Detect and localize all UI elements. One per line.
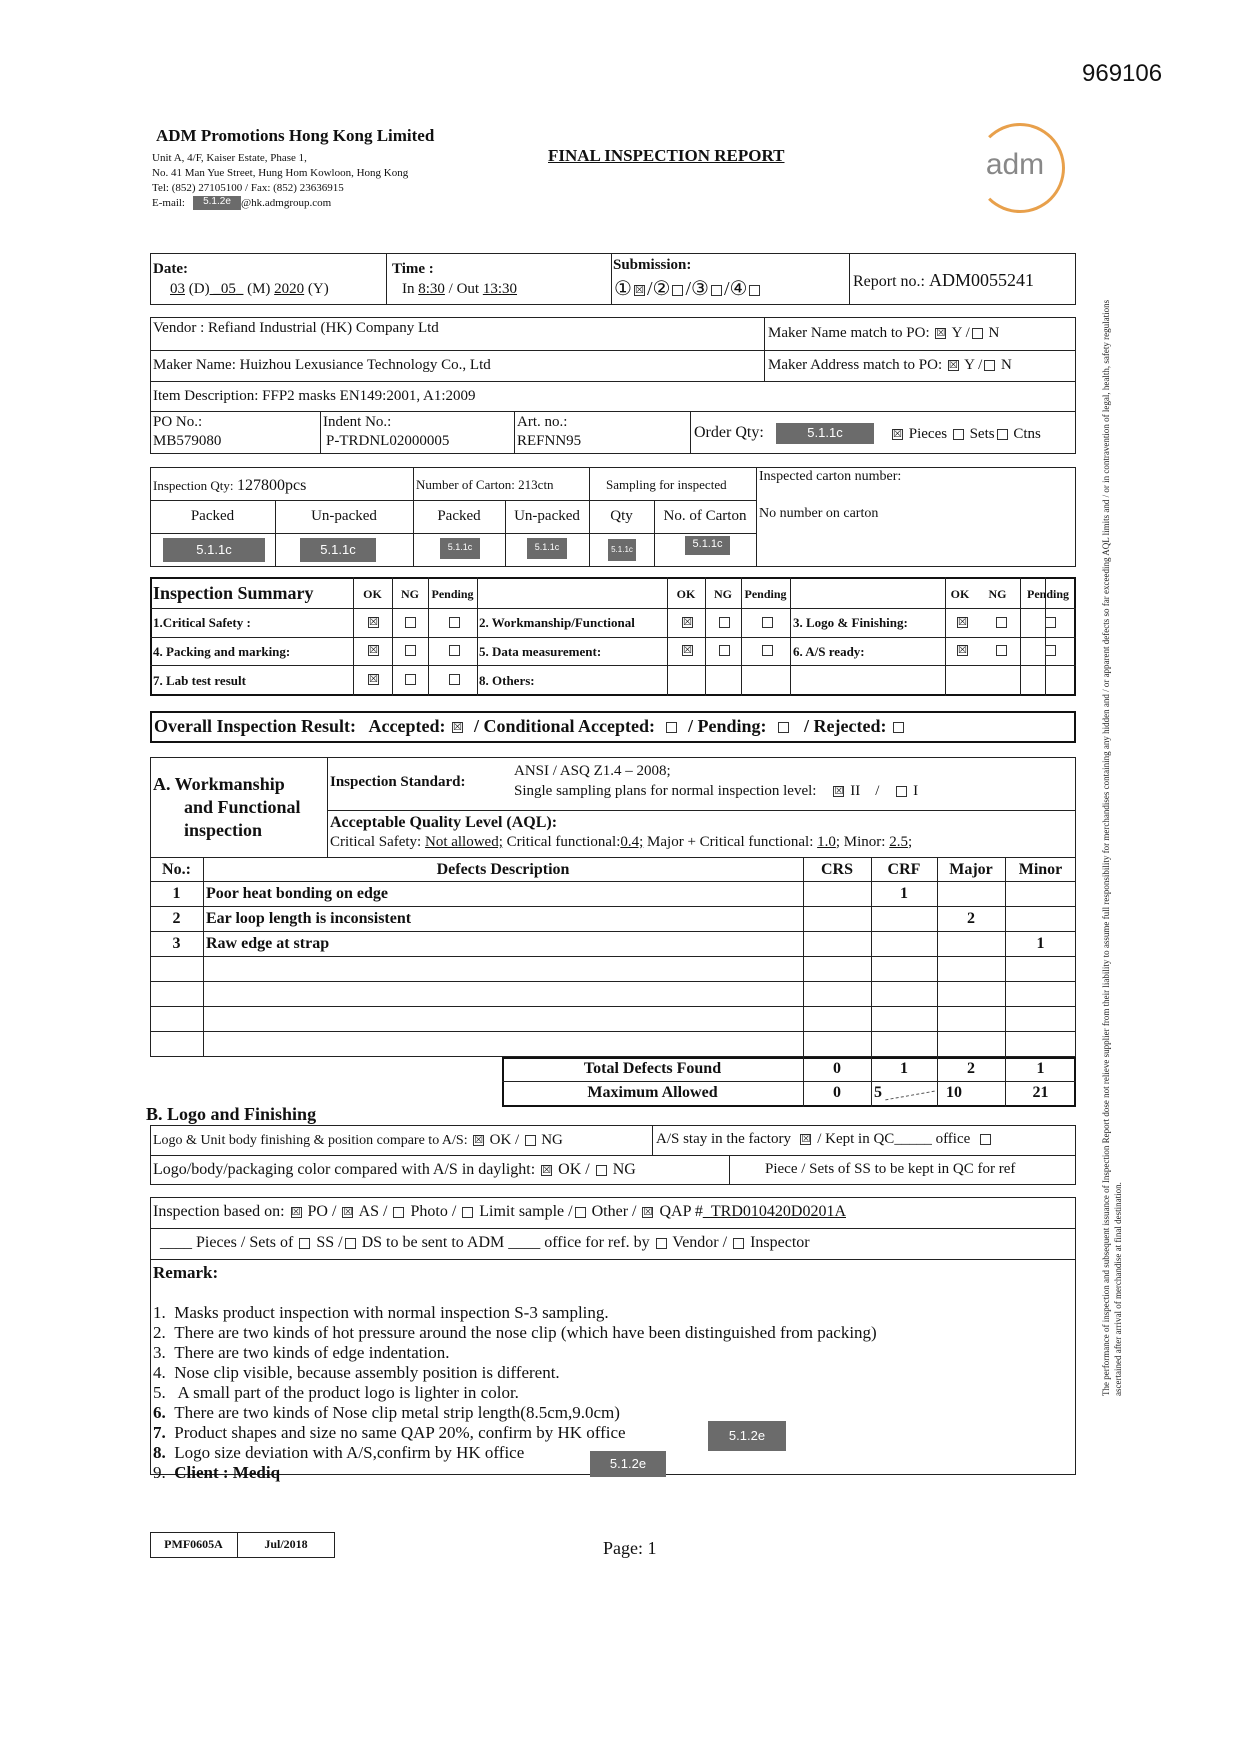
defect-row-3-minor: 1 (1036, 935, 1045, 952)
name-match-no-checkbox[interactable] (972, 328, 983, 339)
order-qty-units: ☒ Pieces Sets Ctns (893, 426, 1041, 442)
basis-other-checkbox[interactable] (575, 1207, 586, 1218)
max-allowed-label: Maximum Allowed (587, 1084, 718, 1101)
ds-checkbox[interactable] (345, 1238, 356, 1249)
defect-row-1-description: Poor heat bonding on edge (206, 885, 388, 902)
summary-item-critical-safety: 1.Critical Safety : (153, 615, 251, 630)
logo-ng-checkbox[interactable] (996, 617, 1007, 628)
company-address-1: Unit A, 4/F, Kaiser Estate, Phase 1, (152, 152, 307, 164)
defect-row-2-no: 2 (172, 910, 181, 927)
remark-item-3: 3. There are two kinds of edge indentation. (153, 1343, 450, 1362)
report-title: FINAL INSPECTION REPORT (548, 146, 785, 165)
max-crs: 0 (833, 1084, 841, 1101)
total-crf: 1 (900, 1060, 908, 1077)
total-minor: 1 (1036, 1060, 1045, 1077)
basis-qap-checkbox[interactable]: ☒ (643, 1206, 653, 1218)
summary-item-as-ready: 6. A/S ready: (793, 644, 865, 659)
art-number: REFNN95 (517, 433, 582, 449)
remark-8-redaction: 5.1.2e (590, 1451, 666, 1477)
accepted-checkbox[interactable]: ☒ (453, 722, 462, 734)
critical-safety-ng-checkbox[interactable] (405, 617, 416, 628)
document-number: 969106 (1082, 60, 1163, 87)
total-defects-label: Total Defects Found (583, 1060, 722, 1077)
rejected-checkbox[interactable] (893, 722, 904, 733)
carton-number-value: No number on carton (759, 506, 879, 521)
maker-name-match: Maker Name match to PO: ☒ Y / N (768, 325, 1000, 341)
defect-row-2-major: 2 (967, 910, 975, 927)
packing-ng-checkbox[interactable] (405, 645, 416, 656)
ctns-checkbox[interactable] (997, 429, 1008, 440)
summary-item-packing: 4. Packing and marking: (153, 644, 291, 659)
date-label: Date: (153, 261, 188, 277)
section-a-title-1: A. Workmanship (153, 774, 285, 794)
po-number: MB579080 (153, 433, 222, 449)
inspection-qty: Inspection Qty: 127800pcs (153, 477, 307, 494)
company-tel: Tel: (852) 27105100 / Fax: (852) 23636915 (152, 182, 344, 194)
lab-test-ok-checkbox[interactable]: ☒ (369, 674, 378, 685)
vendor-name: Vendor : Refiand Industrial (HK) Company Ltd (153, 320, 439, 336)
by-inspector-checkbox[interactable] (733, 1238, 744, 1249)
summary-title: Inspection Summary (153, 583, 314, 603)
remark-label: Remark: (153, 1263, 219, 1282)
time-value: In 8:30 / Out 13:30 (402, 281, 518, 297)
packing-pending-checkbox[interactable] (449, 645, 460, 656)
remark-item-7: 7. Product shapes and size no same QAP 20%, confirm by HK office (153, 1423, 626, 1442)
lab-test-pending-checkbox[interactable] (449, 674, 460, 685)
piece-sets-row: Piece / Sets of SS to be kept in QC for ref (765, 1161, 1016, 1177)
item-description: Item Description: FFP2 masks EN149:2001, A1:2009 (153, 388, 476, 404)
qty-redaction: 5.1.1c (608, 539, 636, 561)
inspection-standard-1: ANSI / ASQ Z1.4 – 2008; (514, 763, 671, 779)
pieces-checkbox[interactable]: ☒ (893, 429, 902, 441)
logo-compare-ok-checkbox[interactable]: ☒ (474, 1135, 484, 1147)
carton-redaction: 5.1.1c (685, 536, 730, 555)
liability-disclaimer: The performance of inspection and subsequent issuance of Inspection Report dose not relieve supplier from their liability to assume full responsibility for merchandises containing any hidden and / or apparent defects so far exceeding AQL limits and / or in contravention of legal, health, safety regulations ascertained after arrival of merchandise at final destination. (1101, 299, 1123, 1396)
company-address-2: No. 41 Man Yue Street, Hung Hom Kowloon, Hong Kong (152, 167, 409, 179)
inspection-basis-row: Inspection based on: ☒ PO / ☒ AS / Photo / Limit sample / Other / ☒ QAP #_TRD010420D0201A (153, 1203, 846, 1220)
basis-po-checkbox[interactable]: ☒ (291, 1206, 301, 1218)
submission-2-checkbox[interactable] (672, 285, 683, 296)
defects-header-major: Major (949, 861, 993, 878)
packed-sample-redaction: 5.1.1c (440, 538, 480, 559)
report-number: Report no.: ADM0055241 (853, 270, 1035, 290)
remark-item-8: 8. Logo size deviation with A/S,confirm by HK office (153, 1443, 525, 1462)
defects-header-description: Defects Description (436, 861, 570, 878)
summary-col-pending-2: Pending (744, 587, 787, 601)
summary-item-data-measurement: 5. Data measurement: (479, 644, 602, 659)
summary-col-ng-2: NG (714, 587, 732, 601)
max-crf: 5 (874, 1084, 882, 1101)
inspection-standard-2: Single sampling plans for normal inspection level: ☒ II / I (514, 783, 919, 799)
summary-col-ok-3: OK (950, 587, 970, 601)
section-a-title-3: inspection (184, 820, 263, 840)
col-qty: Qty (610, 508, 633, 524)
defect-row-1-crf: 1 (900, 885, 908, 902)
defect-row-1-no: 1 (172, 885, 181, 902)
unpacked-sample-redaction: 5.1.1c (527, 538, 567, 559)
critical-safety-pending-checkbox[interactable] (449, 617, 460, 628)
submission-options: ① ☒ /② /③ /④ (614, 276, 762, 301)
logo-pending-checkbox[interactable] (1045, 617, 1056, 628)
adm-logo (975, 123, 1065, 213)
total-crs: 0 (833, 1060, 841, 1077)
summary-col-ng-3: NG (988, 587, 1007, 601)
logo-ok-checkbox[interactable]: ☒ (958, 617, 967, 628)
data-measurement-ok-checkbox[interactable]: ☒ (683, 645, 692, 656)
col-packed-sample: Packed (437, 508, 481, 524)
defects-header-crs: CRS (820, 861, 853, 878)
basis-as-checkbox[interactable]: ☒ (343, 1206, 353, 1218)
aql-values: Critical Safety: Not allowed; Critical functional:0.4; Major + Critical functional: 1.0; Minor: 2.5; (330, 834, 913, 850)
section-b-title: B. Logo and Finishing (146, 1104, 317, 1124)
order-qty-label: Order Qty: (694, 424, 764, 441)
remark-item-4: 4. Nose clip visible, because assembly position is different. (153, 1363, 560, 1382)
kept-qc-checkbox[interactable] (980, 1134, 991, 1145)
maker-name: Maker Name: Huizhou Lexusiance Technology Co., Ltd (153, 357, 491, 373)
color-compare-row: Logo/body/packaging color compared with A/S in daylight: ☒ OK / NG (153, 1161, 636, 1178)
conditional-checkbox[interactable] (666, 722, 677, 733)
col-packed: Packed (190, 508, 235, 524)
form-date: Jul/2018 (264, 1537, 308, 1551)
name-match-yes-checkbox[interactable]: ☒ (936, 328, 946, 340)
carton-count: Number of Carton: 213ctn (416, 477, 554, 492)
sets-checkbox[interactable] (953, 429, 964, 440)
defects-header-minor: Minor (1018, 861, 1063, 878)
summary-item-others: 8. Others: (479, 673, 535, 688)
workmanship-ok-checkbox[interactable]: ☒ (683, 617, 692, 628)
company-name: ADM Promotions Hong Kong Limited (156, 126, 435, 145)
summary-col-pending-1: Pending (431, 587, 474, 601)
summary-col-ok-2: OK (676, 587, 696, 601)
by-vendor-checkbox[interactable] (656, 1238, 667, 1249)
section-a-title-2: and Functional (184, 797, 301, 817)
summary-item-lab-test: 7. Lab test result (153, 673, 246, 688)
indent-number: P-TRDNL02000005 (326, 433, 450, 449)
remark-7-redaction: 5.1.2e (708, 1421, 786, 1451)
col-no-of-carton: No. of Carton (663, 508, 747, 524)
level-ii-checkbox[interactable]: ☒ (834, 786, 844, 798)
unpacked-redaction: 5.1.1c (300, 538, 376, 562)
col-unpacked: Un-packed (311, 508, 377, 524)
pending-checkbox[interactable] (778, 722, 789, 733)
workmanship-ng-checkbox[interactable] (719, 617, 730, 628)
basis-photo-checkbox[interactable] (393, 1207, 404, 1218)
defect-row-3-no: 3 (172, 935, 181, 952)
as-ready-ok-checkbox[interactable]: ☒ (958, 645, 967, 656)
remark-item-2: 2. There are two kinds of hot pressure around the nose clip (which have been distinguished from packing) (153, 1323, 877, 1342)
po-label: PO No.: (153, 414, 203, 430)
inspection-standard-label: Inspection Standard: (330, 774, 466, 790)
color-compare-ok-checkbox[interactable]: ☒ (542, 1164, 552, 1176)
remark-item-6: 6. There are two kinds of Nose clip metal strip length(8.5cm,9.0cm) (153, 1403, 620, 1422)
lab-test-ng-checkbox[interactable] (405, 674, 416, 685)
col-unpacked-sample: Un-packed (514, 508, 580, 524)
max-minor: 21 (1032, 1084, 1049, 1101)
defects-header-no: No.: (162, 861, 191, 878)
critical-safety-ok-checkbox[interactable]: ☒ (369, 617, 378, 628)
overall-result: Overall Inspection Result: Accepted: ☒ / Conditional Accepted: / Pending: / Rejected: (154, 716, 906, 737)
defects-header-crf: CRF (887, 861, 921, 878)
as-ready-pending-checkbox[interactable] (1045, 645, 1056, 656)
total-major: 2 (967, 1060, 975, 1077)
summary-col-ok-1: OK (363, 587, 382, 601)
adm-logo-text: adm (985, 148, 1045, 181)
order-qty-redaction: 5.1.1c (776, 423, 874, 444)
date-value: 03 (D) _05_ (M) 2020 (Y) (170, 281, 329, 297)
carton-number-label: Inspected carton number: (759, 469, 902, 484)
defect-row-2-description: Ear loop length is inconsistent (206, 910, 412, 927)
summary-col-ng-1: NG (401, 587, 419, 601)
submission-3-checkbox[interactable] (711, 285, 722, 296)
color-compare-ng-checkbox[interactable] (596, 1165, 607, 1176)
aql-label: Acceptable Quality Level (AQL): (330, 814, 558, 831)
page-number: Page: 1 (603, 1538, 657, 1558)
logo-compare-ng-checkbox[interactable] (525, 1135, 536, 1146)
form-number: PMF0605A (164, 1537, 223, 1551)
ss-ds-row: ____ Pieces / Sets of SS / DS to be sent to ADM ____ office for ref. by Vendor / Inspector (160, 1234, 810, 1251)
email-redaction: 5.1.2e (193, 196, 241, 210)
summary-item-logo: 3. Logo & Finishing: (793, 615, 908, 630)
summary-item-workmanship: 2. Workmanship/Functional (479, 615, 635, 630)
remark-item-1: 1. Masks product inspection with normal inspection S-3 sampling. (153, 1303, 609, 1322)
art-label: Art. no.: (517, 414, 568, 430)
summary-col-pending-3: Pending (1026, 587, 1069, 601)
addr-match-no-checkbox[interactable] (984, 360, 995, 371)
as-ready-ng-checkbox[interactable] (996, 645, 1007, 656)
submission-4-checkbox[interactable] (749, 285, 760, 296)
indent-label: Indent No.: (323, 414, 392, 430)
logo-finishing-row: Logo & Unit body finishing & position compare to A/S: ☒ OK / NG (153, 1132, 563, 1148)
max-major: 10 (946, 1084, 962, 1101)
as-stay-row: A/S stay in the factory ☒ / Kept in QC_____ office (656, 1131, 993, 1148)
submission-label: Submission: (613, 257, 692, 273)
level-i-checkbox[interactable] (896, 786, 907, 797)
sampling-label: Sampling for inspected (606, 477, 727, 492)
addr-match-yes-checkbox[interactable]: ☒ (948, 360, 958, 372)
submission-1-checkbox[interactable]: ☒ (634, 284, 644, 296)
company-email-prefix: E-mail: (152, 197, 185, 209)
ss-checkbox[interactable] (299, 1238, 310, 1249)
data-measurement-ng-checkbox[interactable] (719, 645, 730, 656)
workmanship-pending-checkbox[interactable] (762, 617, 773, 628)
data-measurement-pending-checkbox[interactable] (762, 645, 773, 656)
basis-limit-checkbox[interactable] (462, 1207, 473, 1218)
maker-address-match: Maker Address match to PO: ☒ Y / N (768, 357, 1012, 373)
packing-ok-checkbox[interactable]: ☒ (369, 645, 378, 656)
packed-redaction: 5.1.1c (163, 538, 265, 562)
remark-item-5: 5. A small part of the product logo is lighter in color. (153, 1383, 519, 1402)
as-stay-checkbox[interactable]: ☒ (801, 1134, 811, 1146)
defect-row-3-description: Raw edge at strap (206, 935, 330, 952)
time-label: Time : (392, 261, 434, 277)
remark-item-9: 9. Client : Mediq (153, 1463, 281, 1482)
company-email-suffix: @hk.admgroup.com (241, 197, 332, 209)
